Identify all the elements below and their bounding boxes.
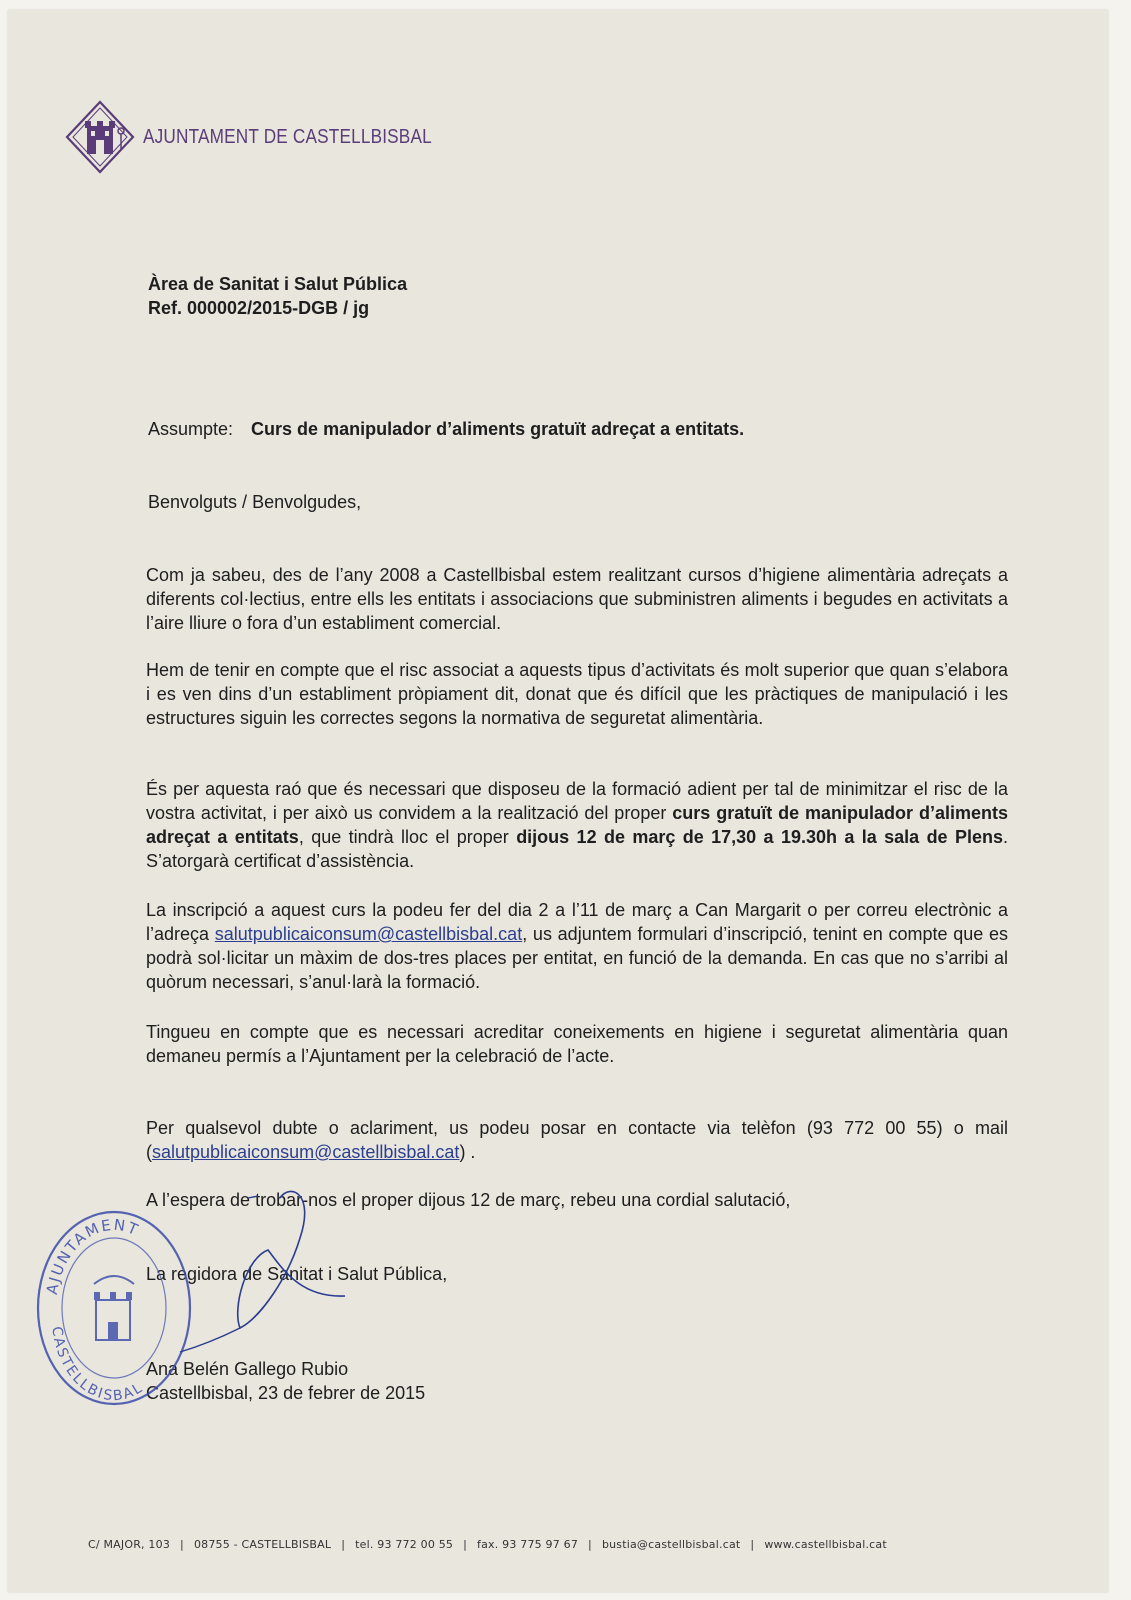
- stamp-bottom-text: CASTELLBISBAL: [48, 1325, 147, 1405]
- paragraph-3-text-c: , que tindrà lloc el proper: [298, 827, 517, 847]
- paragraph-4: [146, 898, 1008, 994]
- contact-email-link[interactable]: salutpublicaiconsum@castellbisbal.cat: [152, 1142, 460, 1162]
- footer-postal: 08755 - CASTELLBISBAL: [193, 1538, 332, 1551]
- reference-number: Ref. 000002/2015-DGB / jg: [148, 298, 370, 318]
- paragraph-6-text-a: Per qualsevol dubte o aclariment, us podeu posar en contacte via telèfon (93 772 00 55) o mail (: [146, 1118, 1008, 1162]
- castellbisbal-crest-logo: [63, 98, 137, 176]
- footer-separator: |: [463, 1538, 468, 1551]
- footer-separator: |: [588, 1538, 592, 1551]
- signatory-name: Ana Belén Gallego Rubio: [146, 1359, 349, 1379]
- paragraph-2: [146, 658, 1008, 730]
- paragraph-5: [146, 1020, 1008, 1068]
- paragraph-1-text: Com ja sabeu, des de l’any 2008 a Castellbisbal estem realitzant cursos d’higiene alimentària adreçats a diferents col·lectius, entre ells les entitats i associacions que subministren aliments i begudes en activitats a l’aire lliure o fora d’un establiment comercial.: [146, 565, 1008, 633]
- department-header: [148, 272, 407, 320]
- subject-title: Curs de manipulador d’aliments gratuït adreçat a entitats.: [251, 419, 745, 439]
- svg-text:CASTELLBISBAL: [48, 1325, 146, 1404]
- subject-label: Assumpte:: [148, 419, 234, 439]
- place-and-date: Castellbisbal, 23 de febrer de 2015: [146, 1383, 426, 1403]
- footer-separator: |: [750, 1538, 755, 1551]
- greeting: Benvolguts / Benvolgudes,: [148, 492, 362, 512]
- letterhead: [63, 98, 479, 176]
- paragraph-3: [146, 777, 1008, 873]
- course-date-time: dijous 12 de març de 17,30 a 19.30h a la: [516, 827, 877, 847]
- course-location: sala de Plens: [884, 827, 1003, 847]
- svg-text:AJUNTAMENT: [43, 1216, 142, 1296]
- paragraph-3-text-a: És per aquesta raó que és necessari que disposeu de la formació adient per tal de minimitzar el risc de la vostra activitat, i per això us convidem a la realització del proper: [146, 779, 1008, 823]
- paragraph-5-text: Tingueu en compte que es necessari acreditar coneixements en higiene i seguretat alimentària quan demaneu permís a l’Ajuntament per la celebració de l’acte.: [146, 1022, 1008, 1066]
- footer-contact-bar: [88, 1538, 1028, 1551]
- paragraph-4-text-a: La inscripció a aquest curs la podeu fer del dia 2 a l’11 de març a Can Margarit o per correu electrònic a l’adreça: [146, 900, 1008, 944]
- footer-fax: fax. 93 775 97 67: [477, 1538, 579, 1551]
- footer-address: C/ MAJOR, 103: [88, 1538, 171, 1551]
- footer-separator: |: [180, 1538, 184, 1551]
- org-name: AJUNTAMENT DE CASTELLBISBAL: [143, 125, 432, 148]
- paragraph-6: [146, 1116, 1008, 1164]
- stamp-top-text: AJUNTAMENT: [42, 1215, 143, 1296]
- department-area: Àrea de Sanitat i Salut Pública: [148, 274, 408, 294]
- paragraph-3-text-g: . S’atorgarà certificat d’assistència.: [146, 827, 1008, 871]
- handwritten-signature: [140, 1178, 380, 1378]
- paragraph-6-text-b: ) .: [459, 1142, 476, 1162]
- footer-email-link[interactable]: bustia@castellbisbal.cat: [601, 1538, 741, 1551]
- footer-tel: tel. 93 772 00 55: [355, 1538, 454, 1551]
- footer-separator: |: [341, 1538, 346, 1551]
- stamp-castle-icon: [94, 1276, 134, 1340]
- course-name: curs gratuït de manipulador d’aliments adreçat a entitats: [146, 803, 1008, 847]
- footer-web-link[interactable]: www.castellbisbal.cat: [764, 1538, 887, 1551]
- signatory-role: La regidora de Sanitat i Salut Pública,: [146, 1264, 448, 1284]
- paragraph-4-text-b: , us adjuntem formulari d’inscripció, tenint en compte que es podrà sol·licitar un màxim de dos-tres places per entitat, en funció de la demanda. En cas que no s’arribi al quòrum necessari, s’anul·larà la formació.: [146, 924, 1008, 992]
- paragraph-1: [146, 563, 1008, 635]
- subject-line: [148, 417, 744, 441]
- paragraph-2-text: Hem de tenir en compte que el risc associat a aquests tipus d’activitats és molt superior que quan s’elabora i es ven dins d’un establiment pròpiament dit, donat que és difícil que les pràctiques de manipulació i les estructures siguin les correctes segons la normativa de seguretat alimentària.: [146, 660, 1008, 728]
- closing-salutation: A l’espera de trobar-nos el proper dijous 12 de març, rebeu una cordial salutació,: [146, 1190, 791, 1210]
- registration-email-link[interactable]: salutpublicaiconsum@castellbisbal.cat: [214, 924, 523, 944]
